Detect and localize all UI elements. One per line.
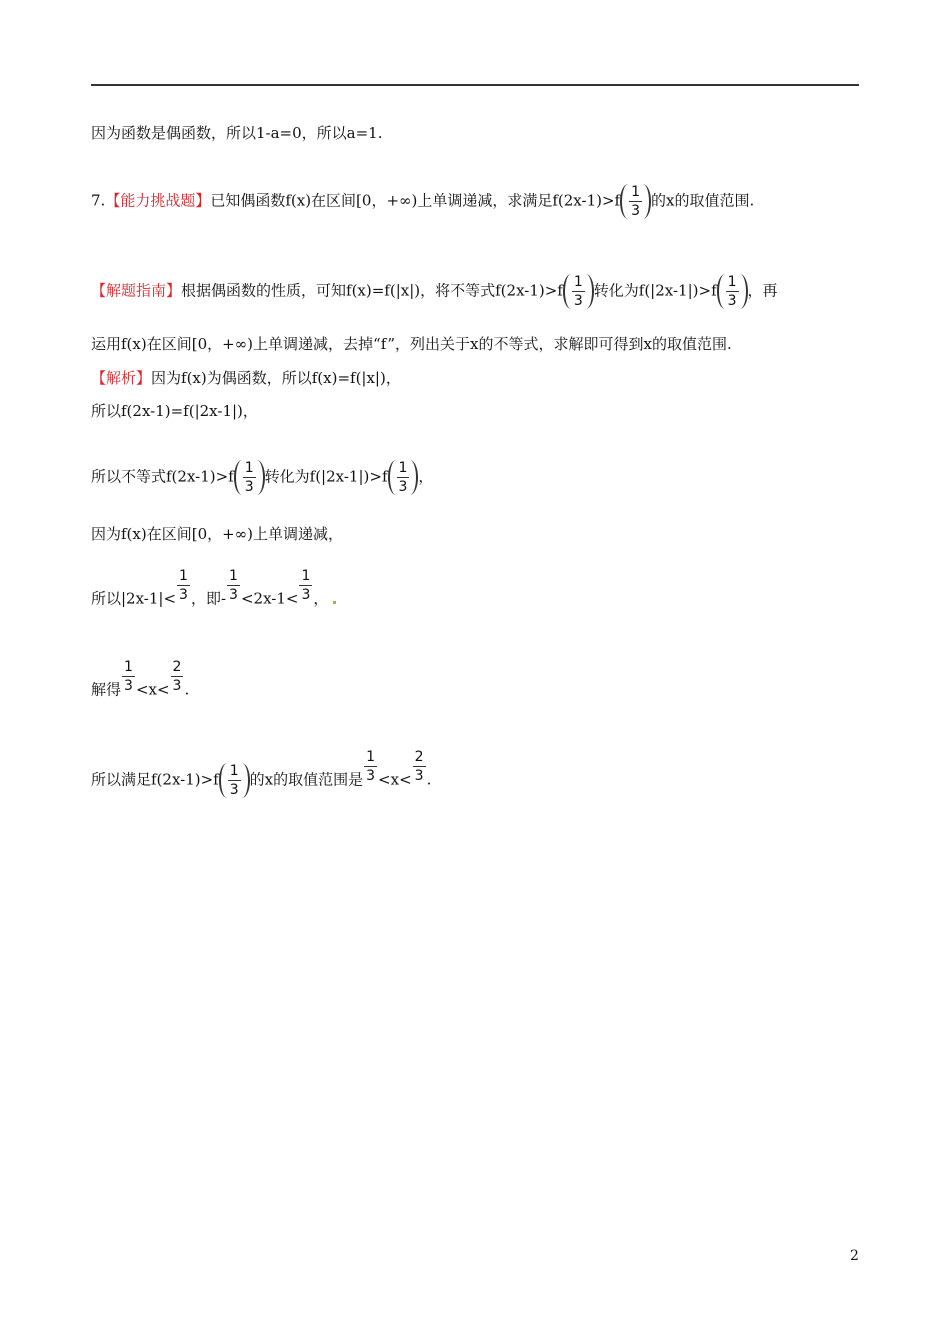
- solution-tag: 【解析】: [91, 369, 152, 387]
- solution-line-3: 所以不等式f(2x-1)>f $\frac{1}{3}$ 转化为f(|2x-1|)>f $\frac{1}{3}$ ，: [91, 460, 434, 495]
- question-tag: 【能力挑战题】: [105, 191, 211, 210]
- page-number: 2: [850, 1248, 859, 1264]
- header-rule: [91, 84, 859, 86]
- hint-text-b: 转化为f(|2x-1|)>f: [593, 281, 717, 300]
- hint-text-c: ，再: [747, 281, 778, 300]
- fraction-one-third: $\frac{1}{3}$: [229, 763, 239, 798]
- question-number: 7.: [91, 191, 106, 210]
- solution-line-6: 解得 $\frac{1}{3}$ <x< $\frac{2}{3}$ .: [91, 659, 190, 699]
- solution-line-2: 所以f(2x-1)=f(|2x-1|)，: [91, 402, 258, 420]
- fraction-two-third: $\frac{2}{3}$: [172, 659, 182, 694]
- fraction-one-third: $\frac{1}{3}$: [727, 274, 737, 309]
- text-line-1: 因为函数是偶函数，所以1-a=0，所以a=1.: [91, 124, 383, 142]
- paren-fraction: [717, 274, 748, 309]
- fraction-one-third: $\frac{1}{3}$: [124, 659, 133, 694]
- fraction-one-third: $\frac{1}{3}$: [244, 460, 254, 495]
- solution-line-4: 因为f(x)在区间[0，+∞)上单调递减，: [91, 525, 344, 543]
- fraction-one-third: $\frac{1}{3}$: [229, 568, 238, 603]
- question-text-a: 已知偶函数f(x)在区间[0，+∞)上单调递减，求满足f(2x-1)>f: [210, 191, 621, 210]
- solution-line-7: 所以满足f(2x-1)>f $\frac{1}{3}$ 的x的取值范围是 $\frac{1}{3}$ <x< $\frac{2}{3}$ .: [91, 749, 432, 798]
- hint-tag: 【解题指南】: [91, 281, 182, 300]
- fraction-one-third: $\frac{1}{3}$: [631, 184, 641, 219]
- hint-line-1: [91, 274, 778, 309]
- solution-line-5: 所以|2x-1|< $\frac{1}{3}$ ，即- $\frac{1}{3}$ <2x-1< $\frac{1}{3}$ ，: [91, 582, 336, 617]
- paren-fraction: [388, 460, 419, 495]
- fraction-one-third: $\frac{1}{3}$: [179, 568, 188, 603]
- mark-dot: [333, 601, 336, 604]
- hint-line-2: 运用f(x)在区间[0，+∞)上单调递减，去掉“f”，列出关于x的不等式，求解即可得到x的取值范围.: [91, 335, 732, 353]
- fraction-two-third: $\frac{2}{3}$: [414, 749, 424, 784]
- question-7: [91, 184, 754, 219]
- paren-fraction: [234, 460, 265, 495]
- fraction-one-third: $\frac{1}{3}$: [366, 749, 376, 784]
- hint-text-a: 根据偶函数的性质，可知f(x)=f(|x|)，将不等式f(2x-1)>f: [181, 281, 563, 300]
- question-text-b: 的x的取值范围.: [651, 191, 755, 210]
- fraction-one-third: $\frac{1}{3}$: [301, 568, 311, 603]
- fraction-one-third: $\frac{1}{3}$: [398, 460, 408, 495]
- solution-line-1: 【解析】因为f(x)为偶函数，所以f(x)=f(|x|)，: [91, 369, 401, 387]
- fraction-one-third: $\frac{1}{3}$: [573, 274, 583, 309]
- paren-fraction: [219, 763, 250, 798]
- paren-fraction: [620, 184, 651, 219]
- paren-fraction: [563, 274, 594, 309]
